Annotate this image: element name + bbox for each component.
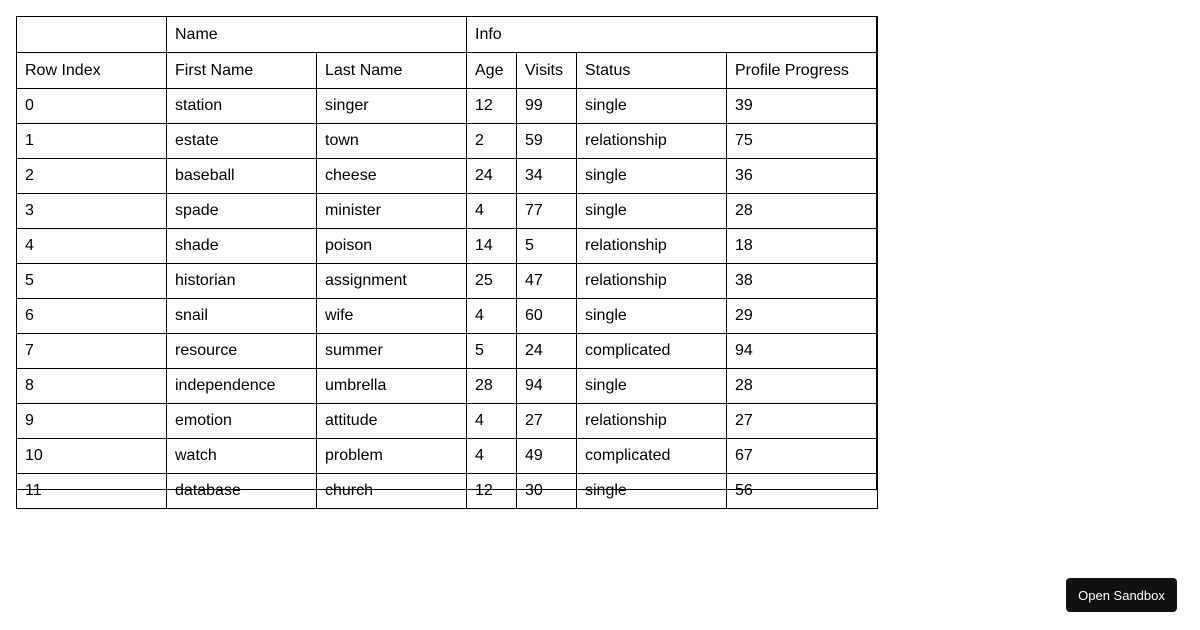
column-header-status: Status — [577, 53, 727, 89]
cell-visits: 59 — [517, 124, 577, 159]
group-header-name: Name — [167, 17, 467, 53]
cell-first-name: database — [167, 474, 317, 509]
group-header-row — [17, 17, 878, 53]
table-row — [17, 264, 878, 299]
cell-profile-progress: 28 — [727, 194, 878, 229]
cell-row-index: 10 — [17, 439, 167, 474]
table-header — [17, 17, 878, 89]
table-row — [17, 229, 878, 264]
cell-visits: 27 — [517, 404, 577, 439]
cell-row-index: 11 — [17, 474, 167, 509]
table-row — [17, 89, 878, 124]
cell-last-name: church — [317, 474, 467, 509]
table-row — [17, 299, 878, 334]
column-header-profile-progress: Profile Progress — [727, 53, 878, 89]
table-body — [17, 89, 878, 509]
cell-age: 25 — [467, 264, 517, 299]
cell-visits: 77 — [517, 194, 577, 229]
cell-age: 12 — [467, 89, 517, 124]
cell-profile-progress: 39 — [727, 89, 878, 124]
cell-visits: 94 — [517, 369, 577, 404]
cell-first-name: shade — [167, 229, 317, 264]
cell-status: single — [577, 299, 727, 334]
cell-visits: 5 — [517, 229, 577, 264]
cell-last-name: problem — [317, 439, 467, 474]
cell-profile-progress: 38 — [727, 264, 878, 299]
cell-last-name: attitude — [317, 404, 467, 439]
cell-first-name: baseball — [167, 159, 317, 194]
cell-first-name: snail — [167, 299, 317, 334]
cell-visits: 30 — [517, 474, 577, 509]
cell-row-index: 5 — [17, 264, 167, 299]
cell-visits: 24 — [517, 334, 577, 369]
cell-last-name: town — [317, 124, 467, 159]
table-container[interactable] — [16, 16, 878, 499]
cell-profile-progress: 28 — [727, 369, 878, 404]
data-table — [16, 16, 878, 509]
cell-last-name: summer — [317, 334, 467, 369]
cell-status: single — [577, 369, 727, 404]
cell-profile-progress: 56 — [727, 474, 878, 509]
cell-age: 14 — [467, 229, 517, 264]
cell-profile-progress: 75 — [727, 124, 878, 159]
cell-visits: 49 — [517, 439, 577, 474]
cell-row-index: 8 — [17, 369, 167, 404]
column-header-first-name: First Name — [167, 53, 317, 89]
cell-last-name: singer — [317, 89, 467, 124]
table-row — [17, 404, 878, 439]
table-row — [17, 159, 878, 194]
cell-status: complicated — [577, 439, 727, 474]
cell-age: 4 — [467, 299, 517, 334]
table-row — [17, 369, 878, 404]
table-row — [17, 124, 878, 159]
cell-profile-progress: 29 — [727, 299, 878, 334]
cell-age: 2 — [467, 124, 517, 159]
cell-age: 12 — [467, 474, 517, 509]
column-header-age: Age — [467, 53, 517, 89]
cell-status: single — [577, 474, 727, 509]
cell-profile-progress: 18 — [727, 229, 878, 264]
cell-first-name: estate — [167, 124, 317, 159]
column-header-row-index: Row Index — [17, 53, 167, 89]
cell-profile-progress: 67 — [727, 439, 878, 474]
cell-row-index: 4 — [17, 229, 167, 264]
cell-visits: 99 — [517, 89, 577, 124]
cell-profile-progress: 94 — [727, 334, 878, 369]
table-row — [17, 474, 878, 509]
open-sandbox-button[interactable]: Open Sandbox — [1066, 578, 1177, 612]
cell-row-index: 3 — [17, 194, 167, 229]
cell-row-index: 1 — [17, 124, 167, 159]
cell-age: 4 — [467, 194, 517, 229]
cell-row-index: 2 — [17, 159, 167, 194]
cell-first-name: watch — [167, 439, 317, 474]
cell-visits: 34 — [517, 159, 577, 194]
column-header-visits: Visits — [517, 53, 577, 89]
cell-first-name: resource — [167, 334, 317, 369]
cell-first-name: historian — [167, 264, 317, 299]
cell-status: relationship — [577, 124, 727, 159]
cell-first-name: spade — [167, 194, 317, 229]
cell-row-index: 9 — [17, 404, 167, 439]
cell-visits: 60 — [517, 299, 577, 334]
cell-status: single — [577, 89, 727, 124]
cell-profile-progress: 27 — [727, 404, 878, 439]
cell-first-name: station — [167, 89, 317, 124]
cell-visits: 47 — [517, 264, 577, 299]
cell-last-name: wife — [317, 299, 467, 334]
table-row — [17, 334, 878, 369]
cell-row-index: 6 — [17, 299, 167, 334]
cell-status: single — [577, 194, 727, 229]
cell-status: relationship — [577, 404, 727, 439]
cell-profile-progress: 36 — [727, 159, 878, 194]
cell-last-name: poison — [317, 229, 467, 264]
cell-status: single — [577, 159, 727, 194]
cell-status: relationship — [577, 264, 727, 299]
cell-first-name: emotion — [167, 404, 317, 439]
cell-last-name: umbrella — [317, 369, 467, 404]
table-row — [17, 194, 878, 229]
cell-row-index: 0 — [17, 89, 167, 124]
cell-age: 28 — [467, 369, 517, 404]
table-row — [17, 439, 878, 474]
group-header-empty — [17, 17, 167, 53]
cell-age: 5 — [467, 334, 517, 369]
group-header-info: Info — [467, 17, 878, 53]
cell-last-name: cheese — [317, 159, 467, 194]
column-header-row — [17, 53, 878, 89]
cell-age: 24 — [467, 159, 517, 194]
cell-status: complicated — [577, 334, 727, 369]
column-header-last-name: Last Name — [317, 53, 467, 89]
cell-first-name: independence — [167, 369, 317, 404]
cell-last-name: minister — [317, 194, 467, 229]
cell-age: 4 — [467, 439, 517, 474]
cell-status: relationship — [577, 229, 727, 264]
cell-row-index: 7 — [17, 334, 167, 369]
cell-age: 4 — [467, 404, 517, 439]
cell-last-name: assignment — [317, 264, 467, 299]
